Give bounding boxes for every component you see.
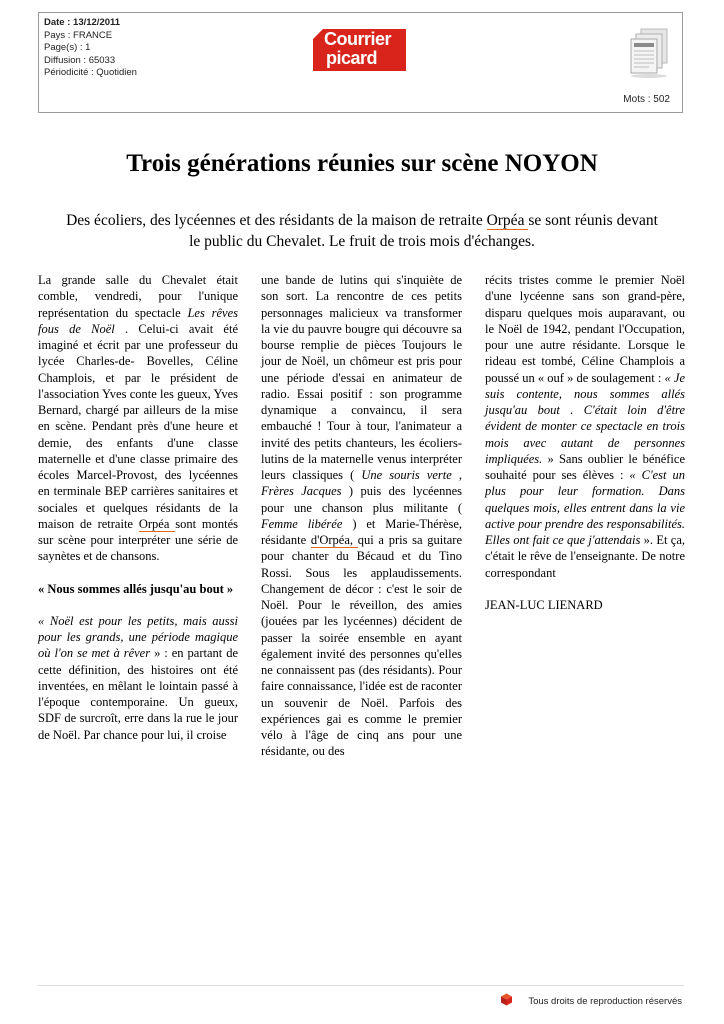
col2-highlight: d'Orpéa, [310, 533, 358, 547]
metadata-block [44, 17, 137, 80]
header-box [38, 12, 683, 113]
column-2 [261, 272, 462, 760]
column-3 [485, 272, 685, 613]
col3-text-c: ». Et ça, c'était le rêve de l'enseignante. De notre correspondant [485, 533, 685, 580]
word-count: Mots : 502 [623, 94, 670, 105]
author-byline: JEAN-LUC LIENARD [485, 597, 603, 612]
col2-paragraph [261, 272, 462, 760]
diffusion-line: Diffusion : 65033 [44, 54, 116, 66]
col2-song-2: Frères Jacques [261, 484, 342, 499]
col2-text-d: ) et Marie-Thérèse, résidante [261, 516, 462, 547]
column-1 [38, 272, 238, 743]
col1-paragraph-2 [38, 613, 238, 743]
col2-text-a: une bande de lutins qui s'inquiète de son sort. La rencontre de ces petits personnages malicieux va transformer la vie du pauvre bougre qui découvre sa bourse remplie de pièces Toujours le jour de Noël, un chômeur est pris pour une période d'essai en animateur de radio. Essai positif : son programme dynamique a convaincu, il sera embauché ! Tour à tour, l'animateur a invité des petits chanteurs, les écoliers-lutins de la maternelle venus interpréter leurs classiques ( [261, 273, 462, 482]
col2-text-e: qui a pris sa guitare pour chanter du Bécaud et du Tino Rossi. Sous les applaudissements. Changement de décor : c'est le soir de Noël. Pour le réveillon, des amies (jouées par les lycéennes) décident de passer la soirée ensemble en ayant également invité des personnes qu'elles ne connaissent pas (des résidants). Pour faire connaissance, l'idée est de raconter un souvenir de Noël. Parfois des expériences gai es comme le premier vélo à l'âge de cinq ans pour une résidante, ou des [261, 533, 462, 759]
col1-text-b: . Celui-ci avait été imaginé et écrit par une professeur du lycée Charles-de- Bovelles, Céline Champlois, et par le président de l'association Yves conte les gueux, Yves Bernard, chargé par ailleurs de la mise en scène. Pendant près d'une heure et demie, des enfants d'une classe maternelle et d'une classe primaire des écoles Marcel-Provost, des lycéennes en terminale BEP carrières sanitaires et sociales et quelques résidants de la maison de retraite [38, 321, 238, 531]
logo-line-1: Courrier [324, 29, 392, 49]
col3-text-a: récits tristes comme le premier Noël d'une lycéenne sans son grand-père, disparu quelques mois auparavant, ou le Noël de 1942, pendant l'Occupation, pour une autre résidante. Lorsque le rideau est tombé, Céline Champlois a poussé un « ouf » de soulagement : [485, 273, 685, 385]
col2-text-b: , [451, 468, 463, 482]
article-subtitle [60, 210, 664, 252]
date-line: Date : 13/12/2011 [44, 17, 121, 28]
subtitle-highlight: Orpéa [486, 212, 529, 229]
col2-song-3: Femme libérée [261, 516, 343, 531]
col1-text-a: La grande salle du Chevalet était comble, vendredi, pour l'unique représentation du spectacle [38, 273, 238, 320]
col3-text-b: » Sans oublier le bénéfice souhaité pour ses élèves : [485, 451, 685, 482]
rights-cube-icon [500, 993, 513, 1006]
section-heading: « Nous sommes allés jusqu'au bout » [38, 581, 234, 596]
col1-highlight: Orpéa [138, 516, 176, 531]
logo-notch [313, 29, 323, 39]
col1-italic-title: Les rêves fous de Noël [38, 305, 238, 336]
footer-divider [38, 985, 684, 986]
copyright-notice: Tous droits de reproduction réservés [528, 996, 682, 1007]
article-title: Trois générations réunies sur scène NOYON [126, 150, 598, 177]
country-line: Pays : FRANCE [44, 29, 113, 41]
col2-song-1: Une souris verte [361, 468, 452, 482]
subtitle-text-1: Des écoliers, des lycéennes et des résidants de la maison de retraite [66, 212, 487, 229]
col3-quote-2: « C'est un plus pour leur formation. Dans quelques mois, elles entrent dans la vie active pour prendre des responsabilités. Elles ont fait ce que j'attendais [485, 468, 685, 547]
pages-line: Page(s) : 1 [44, 42, 91, 53]
col1-quote: « Noël est pour les petits, mais aussi pour les grands, une période magique où l'on se met à rêver [38, 613, 238, 661]
col1-paragraph-1 [38, 272, 238, 565]
col1-text-d: » : en partant de cette définition, des histoires ont été inventées, en mêlant le lointain passé à l'époque contemporaine. Un gueux, SDF de surcroît, erre dans la rue le jour de Noël. Par chance pour lui, il croise [38, 646, 239, 742]
col3-paragraph [485, 272, 685, 581]
press-clipping-icon [627, 27, 671, 79]
courrier-picard-logo [313, 29, 406, 71]
subtitle-text-2: se sont réunis devant le public du Chevalet. Le fruit de trois mois d'échanges. [189, 212, 658, 250]
col1-text-c: sont montés sur scène pour interpréter une série de saynètes et de chansons. [38, 516, 239, 564]
logo-line-2: picard [326, 48, 378, 68]
col3-quote-1: « Je suis contente, nous sommes allés jusqu'au bout . C'était loin d'être évident de monter ce spectacle en trois mois avec autant de personnes impliquées. [485, 370, 685, 466]
col2-text-c: ) puis des lycéennes pour une chanson plus militante ( [261, 484, 462, 515]
periodicity-line: Périodicité : Quotidien [44, 67, 137, 78]
